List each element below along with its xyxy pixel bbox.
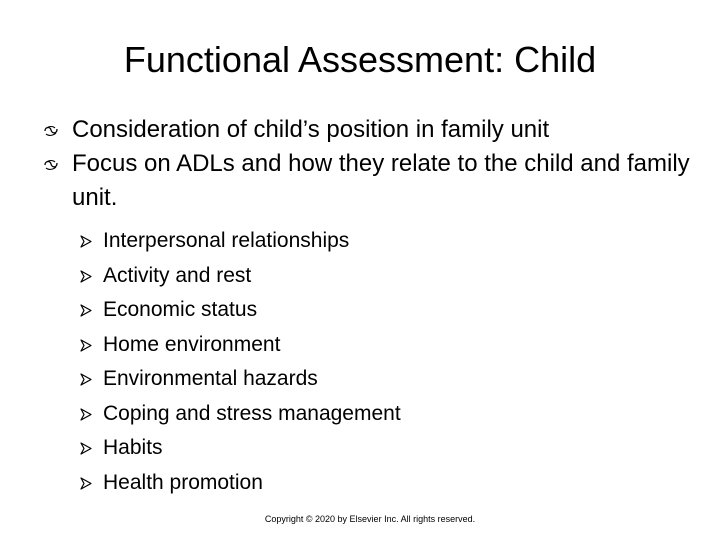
- subbullet-list: [80, 224, 401, 500]
- subbullet-text: Activity and rest: [103, 263, 252, 287]
- subbullet-text: Economic status: [103, 298, 258, 321]
- subbullet-item: [80, 466, 401, 501]
- arrowhead-bullet-icon: [80, 339, 92, 352]
- arrowhead-bullet-icon: [80, 304, 92, 317]
- bullet-text: Consideration of child’s position in family unit: [72, 116, 550, 143]
- arrowhead-bullet-icon: [80, 477, 92, 490]
- copyright-footer: Copyright © 2020 by Elsevier Inc. All rights reserved.: [264, 514, 476, 524]
- subbullet-item: [80, 259, 401, 294]
- subbullet-text: Health promotion: [103, 470, 263, 494]
- subbullet-item: [80, 431, 401, 466]
- arrowhead-bullet-icon: [80, 442, 92, 455]
- bullet-item: [44, 113, 704, 147]
- subbullet-text: Coping and stress management: [103, 401, 401, 425]
- subbullet-item: [80, 293, 401, 328]
- swirl-bullet-icon: [44, 125, 58, 137]
- subbullet-item: [80, 397, 401, 432]
- subbullet-text: Environmental hazards: [103, 367, 318, 390]
- subbullet-item: [80, 224, 401, 259]
- bullet-list: [44, 113, 704, 215]
- slide-title: Functional Assessment: Child: [123, 39, 597, 80]
- bullet-text: Focus on ADLs and how they relate to the child and family unit.: [72, 150, 690, 211]
- subbullet-text: Interpersonal relationships: [103, 229, 350, 252]
- arrowhead-bullet-icon: [80, 235, 92, 248]
- bullet-item: [44, 147, 704, 215]
- arrowhead-bullet-icon: [80, 373, 92, 386]
- subbullet-item: [80, 328, 401, 363]
- subbullet-text: Habits: [103, 436, 163, 459]
- arrowhead-bullet-icon: [80, 270, 92, 283]
- swirl-bullet-icon: [44, 159, 58, 171]
- arrowhead-bullet-icon: [80, 408, 92, 421]
- subbullet-text: Home environment: [103, 332, 281, 356]
- subbullet-item: [80, 362, 401, 397]
